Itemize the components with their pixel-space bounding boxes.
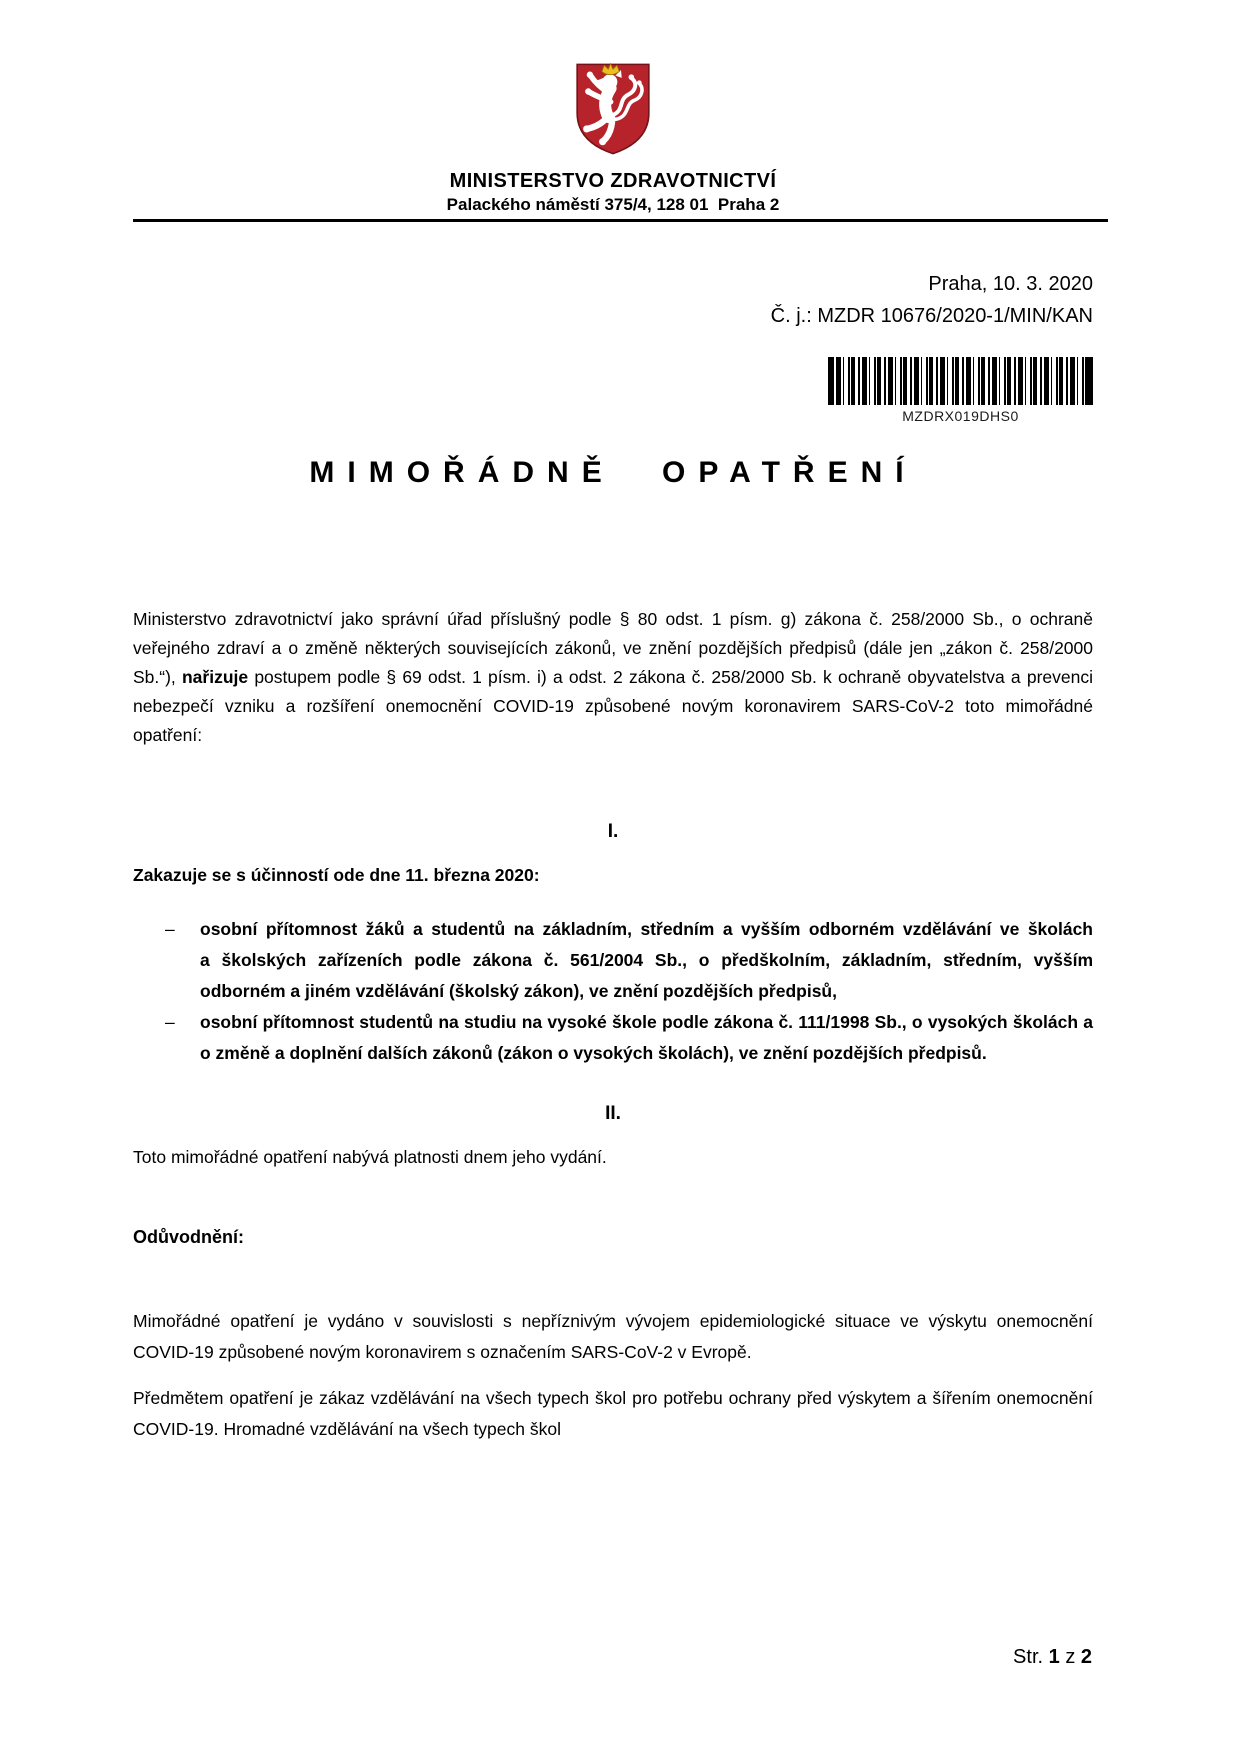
list-item — [133, 1007, 1093, 1069]
intro-bold-term: nařizuje — [181, 667, 249, 687]
barcode-block — [828, 357, 1093, 425]
header-divider — [133, 219, 1108, 222]
intro-text-1: Ministerstvo zdravotnictví jako správní úřad příslušný podle § 80 odst. 1 písm. g) zákona č. 258/2000 Sb., o ochraně veřejného zdraví a o změně některých souvisejících zákonů, ve znění pozdějších předpisů (dále jen „zákon č. 258/2000 Sb.“), — [133, 609, 1093, 687]
ministry-name: MINISTERSTVO ZDRAVOTNICTVÍ — [449, 170, 777, 192]
barcode — [828, 357, 1093, 405]
dash-bullet: – — [165, 919, 175, 939]
section-2-body: Toto mimořádné opatření nabývá platnosti dnem jeho vydání. — [133, 1147, 607, 1167]
intro-text-2: postupem podle § 69 odst. 1 písm. i) a odst. 2 zákona č. 258/2000 Sb. k ochraně obyvatelstva a prevenci nebezpečí vzniku a rozšíření onemocnění COVID-19 způsobené novým koronavirem SARS-CoV-2 toto mimořádné opatření: — [133, 667, 1093, 745]
page-separator: z — [1065, 1646, 1076, 1668]
list-item — [133, 914, 1093, 1007]
list-item-text: osobní přítomnost studentů na studiu na vysoké škole podle zákona č. 111/1998 Sb., o vysokých školách a o změně a doplnění dalších zákonů (zákon o vysokých školách), ve znění pozdějších předpisů. — [200, 1012, 1093, 1063]
ministry-address: Palackého náměstí 375/4, 128 01 Praha 2 — [446, 195, 780, 214]
page-number — [1013, 1645, 1092, 1669]
czech-coat-of-arms-icon — [573, 62, 653, 156]
section-2-numeral: II. — [605, 1103, 621, 1124]
dash-bullet: – — [165, 1012, 175, 1032]
page-total: 2 — [1080, 1646, 1092, 1668]
prohibition-list — [133, 914, 1093, 1069]
document-title: MIMOŘÁDNĚ OPATŘENÍ — [309, 456, 917, 489]
justification-paragraph-2: Předmětem opatření je zákaz vzdělávání na všech typech škol pro potřebu ochrany před výskytem a šířením onemocnění COVID-19. Hromadné vzdělávání na všech typech škol — [133, 1388, 1093, 1439]
list-item-text: osobní přítomnost žáků a studentů na základním, středním a vyšším odborném vzdělávání ve školách a školských zařízeních podle zákona č. 561/2004 Sb., o předškolním, základním, středním, vyšším odborném a jiném vzdělávání (školský zákon), ve znění pozdějších předpisů, — [200, 919, 1093, 1001]
page-label: Str. — [1013, 1646, 1044, 1668]
intro-paragraph — [133, 605, 1093, 750]
reference-number: Č. j.: MZDR 10676/2020-1/MIN/KAN — [770, 305, 1093, 327]
place-date: Praha, 10. 3. 2020 — [928, 273, 1093, 295]
section-1-lead: Zakazuje se s účinností ode dne 11. března 2020: — [133, 865, 540, 885]
document-meta — [133, 272, 1093, 427]
section-1-numeral: I. — [607, 821, 619, 842]
barcode-label: MZDRX019DHS0 — [902, 408, 1019, 424]
document-header — [133, 62, 1093, 156]
justification-heading: Odůvodnění: — [133, 1227, 244, 1247]
page-current: 1 — [1048, 1646, 1060, 1668]
justification-paragraph-1: Mimořádné opatření je vydáno v souvislosti s nepříznivým vývojem epidemiologické situace ve výskytu onemocnění COVID-19 způsobené novým koronavirem s označením SARS-CoV-2 v Evropě. — [133, 1311, 1093, 1362]
